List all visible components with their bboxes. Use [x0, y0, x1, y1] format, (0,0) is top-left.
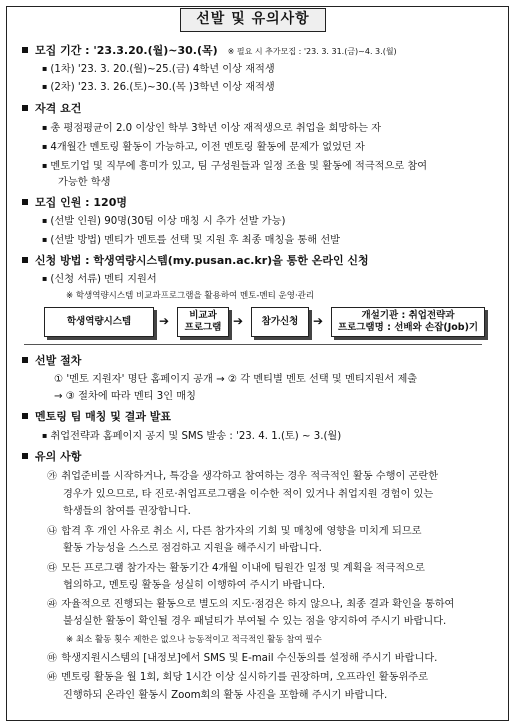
- document-page: [6, 6, 509, 721]
- caution-item: ㉲ 학생지원시스템의 [내정보]에서 SMS 및 E-mail 수신동의를 설정해 주시기 바랍니다.: [47, 653, 438, 664]
- selection-step-line: ① '멘토 지원자' 명단 홈페이지 공개 → ② 각 멘티별 멘토 선택 및 멘티지원서 제출: [54, 374, 418, 385]
- bullet-icon: ▪: [42, 161, 48, 170]
- arrow-right-icon: ➔: [313, 314, 324, 328]
- flow-step-organizer: 개설기관 : 취업전략과 프로그램명 : 선배와 손잡(Job)기: [331, 307, 485, 337]
- selection-step-line: → ③ 절차에 따라 멘티 3인 매칭: [54, 391, 196, 402]
- caution-item: ㉱ 자율적으로 진행되는 활동으로 별도의 지도·점검은 하지 않으나, 최종 결과 확인을 통하여: [47, 599, 455, 610]
- bullet-icon: ▪: [42, 235, 48, 244]
- bullet-icon: ▪: [42, 431, 48, 440]
- flow-step-program: 비교과 프로그램: [177, 307, 229, 337]
- section-cautions: [22, 448, 81, 464]
- bullet-icon: ▪: [42, 216, 48, 225]
- square-bullet-icon: [22, 105, 28, 111]
- apply-note: ※ 학생역량시스템 비교과프로그램을 활용하여 멘토-멘티 운영·관리: [66, 291, 315, 301]
- caution-item: ㉰ 모든 프로그램 참가자는 활동기간 4개월 이내에 팀원간 일정 및 계획을 적극적으로: [47, 563, 425, 574]
- square-bullet-icon: [22, 199, 28, 205]
- list-item-continuation: 가능한 학생: [58, 177, 111, 188]
- arrow-right-icon: ➔: [233, 314, 244, 328]
- matching-heading: 멘토링 팀 매칭 및 결과 발표: [35, 410, 172, 423]
- bullet-icon: ▪: [42, 64, 48, 73]
- selection-heading: 선발 절차: [35, 354, 82, 367]
- caution-line: 경우가 있으므로, 타 진로·취업프로그램을 이수한 적이 있거나 취업지원 경험이 있는: [63, 489, 434, 500]
- flow-step-system: 학생역량시스템: [44, 307, 154, 337]
- capacity-heading: 모집 인원 : 120명: [35, 196, 127, 209]
- caution-item: ㉮ 취업준비를 시작하거나, 특강을 생각하고 참여하는 경우 적극적인 활동 수행이 곤란한: [47, 471, 439, 482]
- square-bullet-icon: [22, 413, 28, 419]
- caution-line: 학생들의 참여를 권장합니다.: [63, 506, 191, 517]
- caution-item: ㉯ 합격 후 개인 사유로 취소 시, 다른 참가자의 기회 및 매칭에 영향을 미치게 되므로: [47, 526, 422, 537]
- list-item: ▪ (선발 인원) 90명(30팀 이상 매칭 시 추가 선발 가능): [42, 216, 286, 227]
- square-bullet-icon: [22, 257, 28, 263]
- square-bullet-icon: [22, 47, 28, 53]
- caution-line: 불성실한 활동이 확인될 경우 패널티가 부여될 수 있는 점을 양지하여 주시기 바랍니다.: [63, 616, 447, 627]
- caution-line: 활동 가능성을 스스로 점검하고 지원을 해주시기 바랍니다.: [63, 543, 322, 554]
- bullet-icon: ▪: [42, 123, 48, 132]
- square-bullet-icon: [22, 357, 28, 363]
- section-apply: [22, 252, 369, 268]
- list-item: ▪ 취업전략과 홈페이지 공지 및 SMS 발송 : '23. 4. 1.(토) ~ 3.(월): [42, 431, 342, 442]
- section-recruit-period: [22, 42, 397, 58]
- section-matching: [22, 408, 171, 424]
- bullet-icon: ▪: [42, 274, 48, 283]
- list-item: ▪ (2차) '23. 3. 26.(토)~30.(목 )3학년 이상 재적생: [42, 82, 275, 93]
- section-capacity: [22, 194, 127, 210]
- flow-step-apply: 참가신청: [251, 307, 309, 337]
- section-selection: [22, 352, 81, 368]
- list-item: ▪ 멘토기업 및 직무에 흥미가 있고, 팀 구성원들과 일정 조율 및 활동에 적극적으로 참여: [42, 161, 428, 172]
- list-item: ▪ 총 평점평균이 2.0 이상인 학부 3학년 이상 재적생으로 취업을 희망하는 자: [42, 123, 382, 134]
- page-title: 선발 및 유의사항: [180, 8, 326, 32]
- caution-line: 진행하되 온라인 활동시 Zoom회의 활동 사진을 포함해 주시기 바랍니다.: [63, 690, 388, 701]
- arrow-right-icon: ➔: [159, 314, 170, 328]
- caution-note: ※ 최소 활동 횟수 제한은 없으나 능동적이고 적극적인 활동 참여 필수: [66, 635, 322, 645]
- square-bullet-icon: [22, 453, 28, 459]
- cautions-heading: 유의 사항: [35, 450, 82, 463]
- recruit-period-note: ※ 필요 시 추가모집 : '23. 3. 31.(금)~4. 3.(월): [227, 47, 397, 56]
- bullet-icon: ▪: [42, 82, 48, 91]
- recruit-period-heading: 모집 기간 : '23.3.20.(월)~30.(목): [35, 44, 218, 57]
- apply-heading: 신청 방법 : 학생역량시스템(my.pusan.ac.kr)을 통한 온라인 신청: [35, 254, 369, 267]
- caution-line: 협의하고, 멘토링 활동을 성실히 이행하여 주시기 바랍니다.: [63, 580, 326, 591]
- list-item: ▪ 4개월간 멘토링 활동이 가능하고, 이전 멘토링 활동에 문제가 없었던 자: [42, 142, 365, 153]
- list-item: ▪ (1차) '23. 3. 20.(월)~25.(금) 4학년 이상 재적생: [42, 64, 275, 75]
- divider: [24, 344, 482, 345]
- list-item: ▪ (선발 방법) 멘티가 멘토를 선택 및 지원 후 최종 매칭을 통해 선발: [42, 235, 341, 246]
- list-item: ▪ (신청 서류) 멘티 지원서: [42, 274, 157, 285]
- bullet-icon: ▪: [42, 142, 48, 151]
- section-qualification: [22, 100, 81, 116]
- qualification-heading: 자격 요건: [35, 102, 82, 115]
- caution-item: ㉳ 멘토링 활동을 월 1회, 회당 1시간 이상 실시하기를 권장하며, 오프라인 활동위주로: [47, 672, 428, 683]
